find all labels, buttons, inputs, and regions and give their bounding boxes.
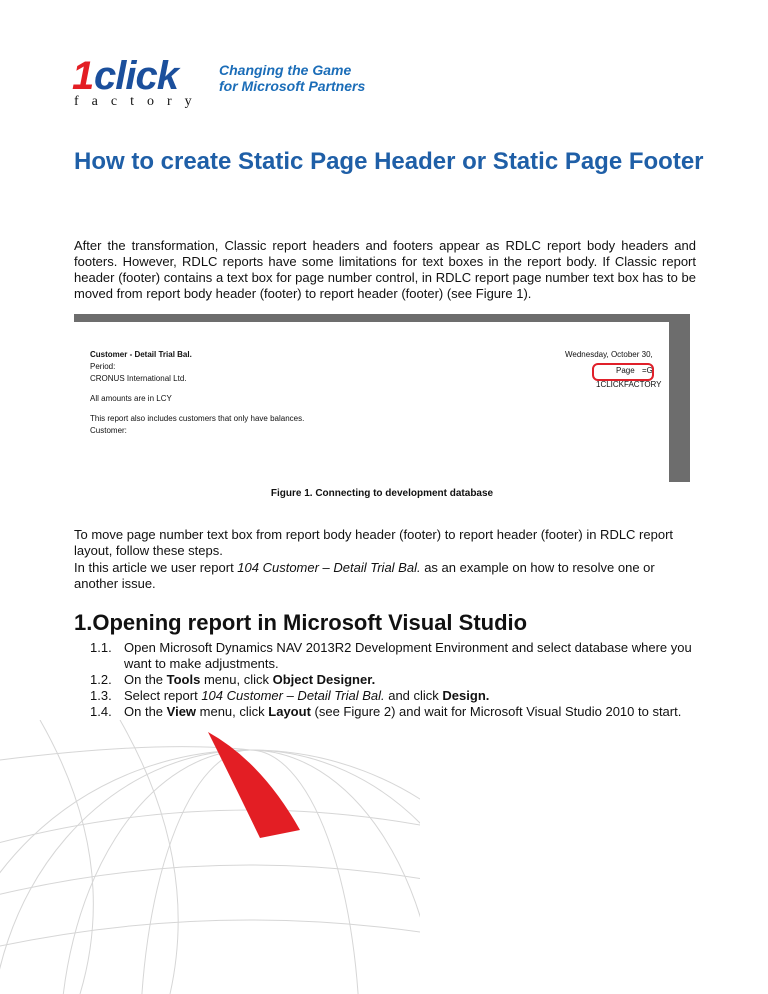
page-title: How to create Static Page Header or Static Page Footer <box>74 148 704 175</box>
globe-watermark <box>0 720 420 994</box>
tagline <box>219 62 365 94</box>
fig-period: Period: <box>90 362 116 371</box>
example-paragraph: In this article we user report 104 Customer – Detail Trial Bal. as an example on how to resolve one or another issue. <box>74 560 655 591</box>
steps-intro-paragraph: To move page number text box from report body header (footer) to report header (footer) in RDLC report layout, follow these steps. <box>74 527 674 558</box>
report-reference: 104 Customer – Detail Trial Bal. <box>237 560 421 575</box>
fig-company: CRONUS International Ltd. <box>90 374 187 383</box>
fig-customer: Customer: <box>90 426 127 435</box>
section-heading: 1.Opening report in Microsoft Visual Studio <box>74 610 528 635</box>
steps-list <box>90 640 700 720</box>
fig-page-label: Page <box>616 366 635 375</box>
fig-page-expression: =G <box>642 366 653 375</box>
list-item: 1.3. Select report 104 Customer – Detail Trial Bal. and click Design. <box>90 688 490 703</box>
tagline-line-1: Changing the Game <box>219 62 352 78</box>
figure-scrollbar <box>669 314 690 482</box>
list-item: 1.1. Open Microsoft Dynamics NAV 2013R2 Development Environment and select database where you want to make adjustments. <box>90 640 692 671</box>
fig-amounts: All amounts are in LCY <box>90 394 172 403</box>
tagline-line-2: for Microsoft Partners <box>219 78 366 94</box>
figure-1-report-preview <box>74 314 690 482</box>
page-number-highlight <box>592 363 654 381</box>
fig-user: 1CLICKFACTORY <box>596 380 662 389</box>
company-logo: 1 click factory <box>72 54 205 109</box>
intro-paragraph: After the transformation, Classic report headers and footers appear as RDLC report body headers and footers. However, RDLC reports have some limitations for text boxes in the report body. If Classic report header (footer) contains a text box for page number control, in RDLC report page number text box has to be moved from report body header (footer) to report header (footer) (see Figure 1). <box>74 238 696 301</box>
fig-date: Wednesday, October 30, <box>565 350 653 359</box>
fig-report-title: Customer - Detail Trial Bal. <box>90 350 192 359</box>
fig-includes: This report also includes customers that only have balances. <box>90 414 305 423</box>
list-item: 1.2. On the Tools menu, click Object Designer. <box>90 672 376 687</box>
list-item: 1.4. On the View menu, click Layout (see Figure 2) and wait for Microsoft Visual Studio 2010 to start. <box>90 704 682 719</box>
globe-red-segment <box>208 732 300 838</box>
figure-caption: Figure 1. Connecting to development database <box>270 488 494 499</box>
